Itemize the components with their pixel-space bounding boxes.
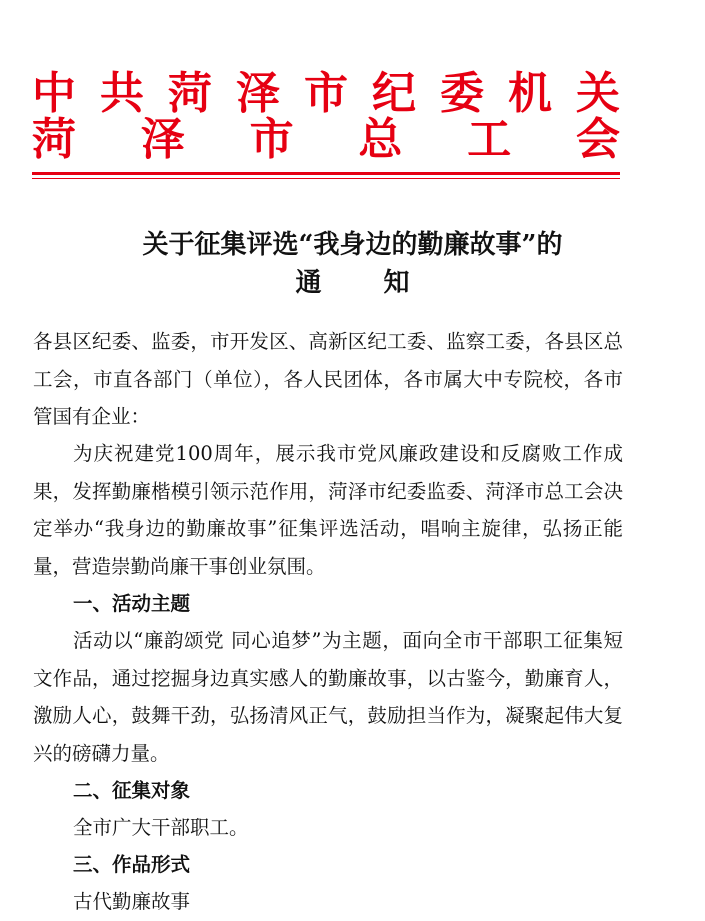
issuer-char: 总 xyxy=(358,114,403,165)
issuer-char: 纪 xyxy=(372,68,416,119)
theme-paragraph: 活动以“廉韵颂党 同心追梦”为主题，面向全市干部职工征集短文作品，通过挖掘身边真实感人的勤廉故事，以古鉴今，勤廉育人，激励人心，鼓舞干劲，弘扬清风正气，鼓励担当作为，凝聚起伟大复兴的磅礴力量。 xyxy=(33,629,623,765)
issuer-char: 市 xyxy=(249,114,294,165)
format-paragraph: 古代勤廉故事 xyxy=(73,890,191,913)
issuer-char: 泽 xyxy=(236,68,280,119)
document-title-line-2: 通知 xyxy=(295,268,472,298)
issuer-char: 菏 xyxy=(32,114,76,165)
issuer-char: 机 xyxy=(508,68,552,119)
intro-paragraph: 为庆祝建党100周年，展示我市党风廉政建设和反腐败工作成果，发挥勤廉楷模引领示范作用，菏泽市纪委监委、菏泽市总工会决定举办“我身边的勤廉故事”征集评选活动，唱响主旋律，弘扬正能量，营造崇勤尚廉干事创业氛围。 xyxy=(33,442,623,578)
issuer-char: 委 xyxy=(440,68,484,119)
issuer-line-2 xyxy=(32,116,620,164)
issuer-char: 会 xyxy=(575,114,620,165)
issuer-char: 中 xyxy=(32,68,76,119)
issuer-char: 菏 xyxy=(168,68,212,119)
issuer-char: 共 xyxy=(100,68,144,119)
issuer-char: 关 xyxy=(576,68,620,119)
issuer-line-1 xyxy=(32,70,620,118)
target-paragraph: 全市广大干部职工。 xyxy=(73,816,249,839)
section-heading-target: 二、征集对象 xyxy=(73,779,191,802)
issuer-char: 工 xyxy=(467,114,512,165)
section-heading-theme: 一、活动主题 xyxy=(73,592,191,615)
red-rule-thick xyxy=(32,172,620,175)
recipients-paragraph: 各县区纪委、监委，市开发区、高新区纪工委、监察工委，各县区总工会，市直各部门（单位），各人民团体，各市属大中专院校，各市管国有企业： xyxy=(33,330,623,428)
issuer-char: 市 xyxy=(304,68,348,119)
document-title: 关于征集评选“我身边的勤廉故事”的 xyxy=(142,230,563,260)
red-rule-thin xyxy=(32,178,620,179)
section-heading-format: 三、作品形式 xyxy=(73,853,191,876)
issuer-char: 泽 xyxy=(140,114,185,165)
